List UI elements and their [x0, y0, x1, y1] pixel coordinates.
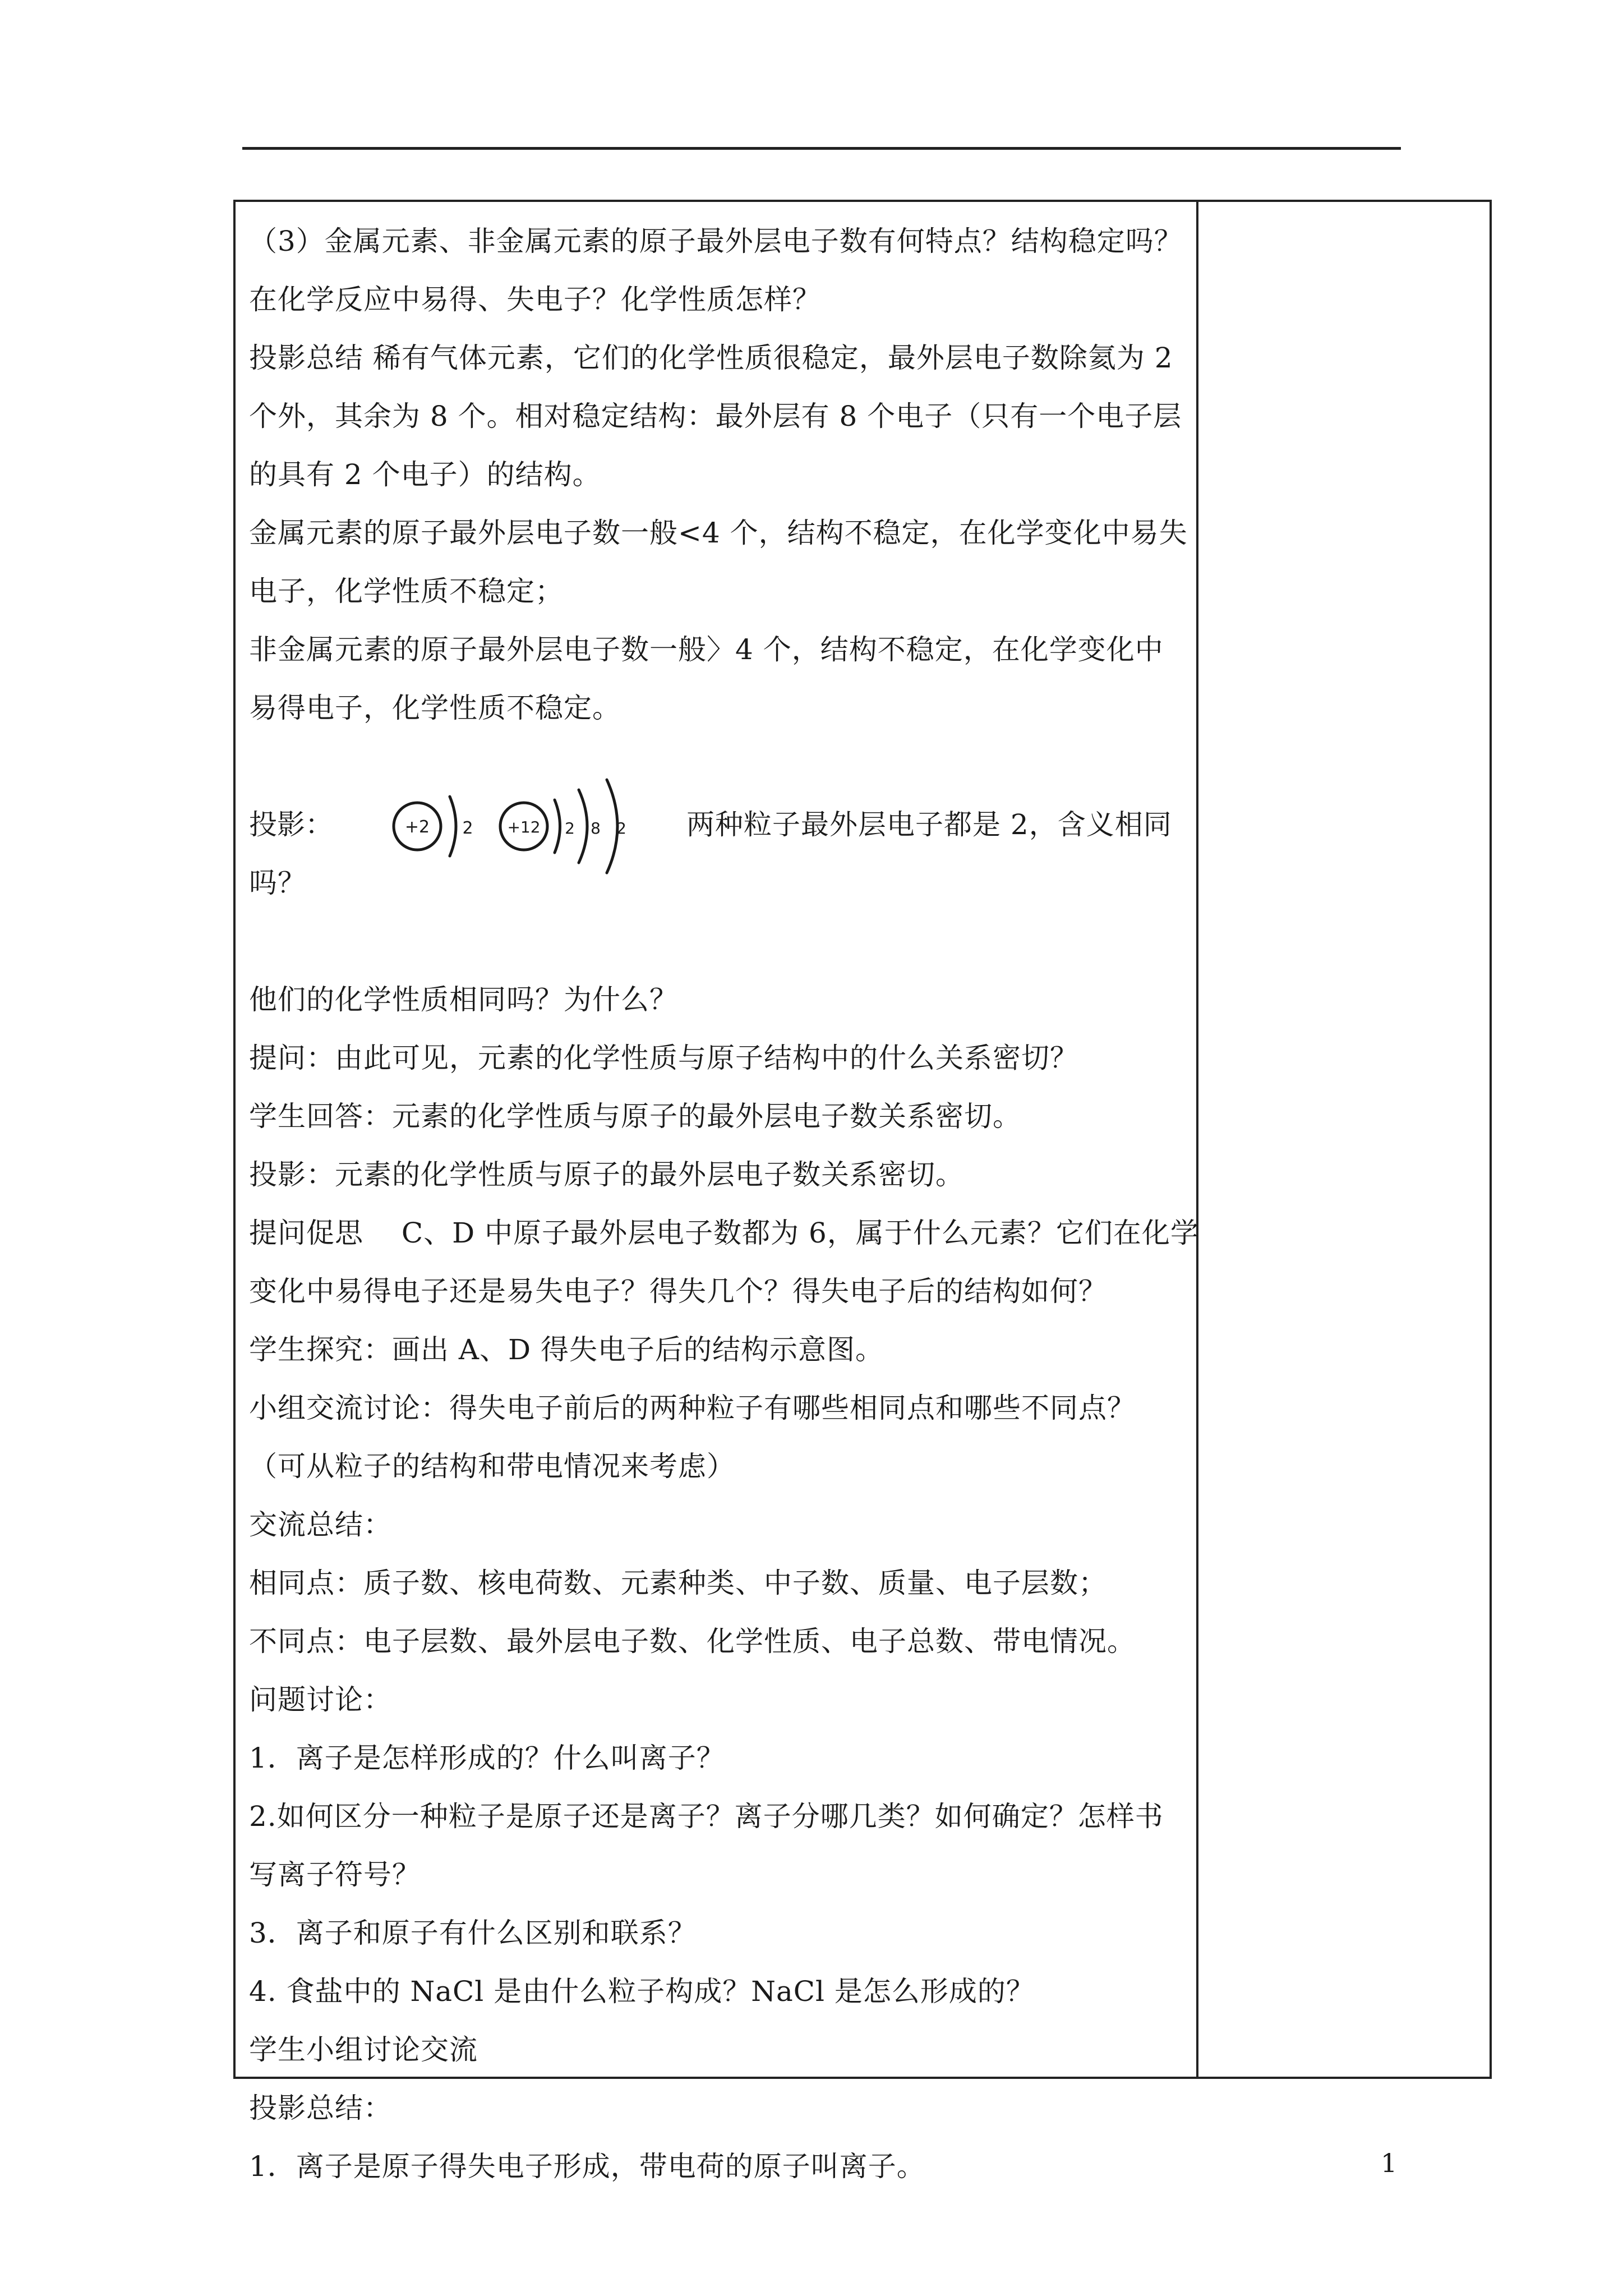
text-line: 问题讨论： — [249, 1683, 392, 1716]
text-line: 电子，化学性质不稳定； — [249, 575, 564, 608]
helium-shell-1 — [450, 797, 456, 856]
text-line: 个外，其余为 8 个。相对稳定结构：最外层有 8 个电子（只有一个电子层 — [249, 400, 1182, 432]
text-line: 4. 食盐中的 NaCl 是由什么粒子构成？NaCl 是怎么形成的？ — [249, 1975, 1035, 2008]
atomic-structure-diagram — [384, 773, 664, 880]
column-divider — [1196, 202, 1198, 2077]
helium-nucleus-label: +2 — [404, 817, 430, 837]
header-rule — [242, 147, 1401, 150]
text-line: 他们的化学性质相同吗？为什么？ — [249, 983, 678, 1016]
page-number: 1 — [1381, 2148, 1398, 2178]
text-line: 投影：元素的化学性质与原子的最外层电子数关系密切。 — [249, 1158, 964, 1191]
magnesium-shell-label-3: 2 — [616, 819, 626, 838]
projection-label: 投影： — [249, 808, 333, 841]
magnesium-shell-2 — [579, 790, 587, 863]
text-line: 2.如何区分一种粒子是原子还是离子？离子分哪几类？如何确定？怎样书 — [249, 1800, 1164, 1833]
lesson-table — [233, 200, 1492, 2183]
magnesium-nucleus-label: +12 — [507, 818, 541, 836]
spacer — [249, 912, 1184, 970]
main-content-cell — [249, 212, 1199, 2196]
text-line: 相同点：质子数、核电荷数、元素种类、中子数、质量、电子层数； — [249, 1567, 1107, 1599]
text-line: 学生回答：元素的化学性质与原子的最外层电子数关系密切。 — [249, 1100, 1021, 1133]
text-line: 金属元素的原子最外层电子数一般<4 个，结构不稳定，在化学变化中易失 — [249, 517, 1188, 549]
text-line: 交流总结： — [249, 1508, 392, 1541]
text-line: 易得电子，化学性质不稳定。 — [249, 692, 621, 724]
magnesium-shell-label-1: 2 — [565, 819, 575, 838]
text-line: 在化学反应中易得、失电子？化学性质怎样？ — [249, 283, 821, 316]
text-line: 1．离子是怎样形成的？什么叫离子？ — [249, 1742, 725, 1774]
text-line: 写离子符号？ — [249, 1858, 421, 1891]
text-line: 提问促思 C、D 中原子最外层电子数都为 6，属于什么元素？它们在化学 — [249, 1217, 1199, 1249]
text-line: （可从粒子的结构和带电情况来考虑） — [249, 1450, 735, 1483]
text-line: 小组交流讨论：得失电子前后的两种粒子有哪些相同点和哪些不同点？ — [249, 1392, 1136, 1424]
text-line: 吗？ — [249, 867, 306, 899]
projection-caption: 两种粒子最外层电子都是 2，含义相同 — [686, 808, 1172, 841]
text-line: 投影总结： — [249, 2092, 392, 2124]
helium-shell-label: 2 — [462, 818, 473, 838]
text-line: 变化中易得电子还是易失电子？得失几个？得失电子后的结构如何？ — [249, 1275, 1107, 1308]
text-line: （3）金属元素、非金属元素的原子最外层电子数有何特点？结构稳定吗？ — [249, 225, 1183, 257]
text-line: 1．离子是原子得失电子形成，带电荷的原子叫离子。 — [249, 2150, 925, 2183]
text-line: 学生探究：画出 A、D 得失电子后的结构示意图。 — [249, 1333, 884, 1366]
text-line: 的具有 2 个电子）的结构。 — [249, 458, 601, 491]
projection-row — [249, 795, 1184, 854]
text-line: 3．离子和原子有什么区别和联系？ — [249, 1917, 697, 1949]
text-line: 学生小组讨论交流 — [249, 2033, 478, 2066]
text-line: 提问：由此可见，元素的化学性质与原子结构中的什么关系密切？ — [249, 1042, 1078, 1074]
text-line: 非金属元素的原子最外层电子数一般〉4 个，结构不稳定，在化学变化中 — [249, 633, 1164, 666]
magnesium-shell-label-2: 8 — [591, 819, 601, 838]
text-line: 投影总结 稀有气体元素，它们的化学性质很稳定，最外层电子数除氦为 2 — [249, 342, 1173, 374]
magnesium-shell-1 — [555, 800, 560, 853]
text-line: 不同点：电子层数、最外层电子数、化学性质、电子总数、带电情况。 — [249, 1625, 1136, 1658]
